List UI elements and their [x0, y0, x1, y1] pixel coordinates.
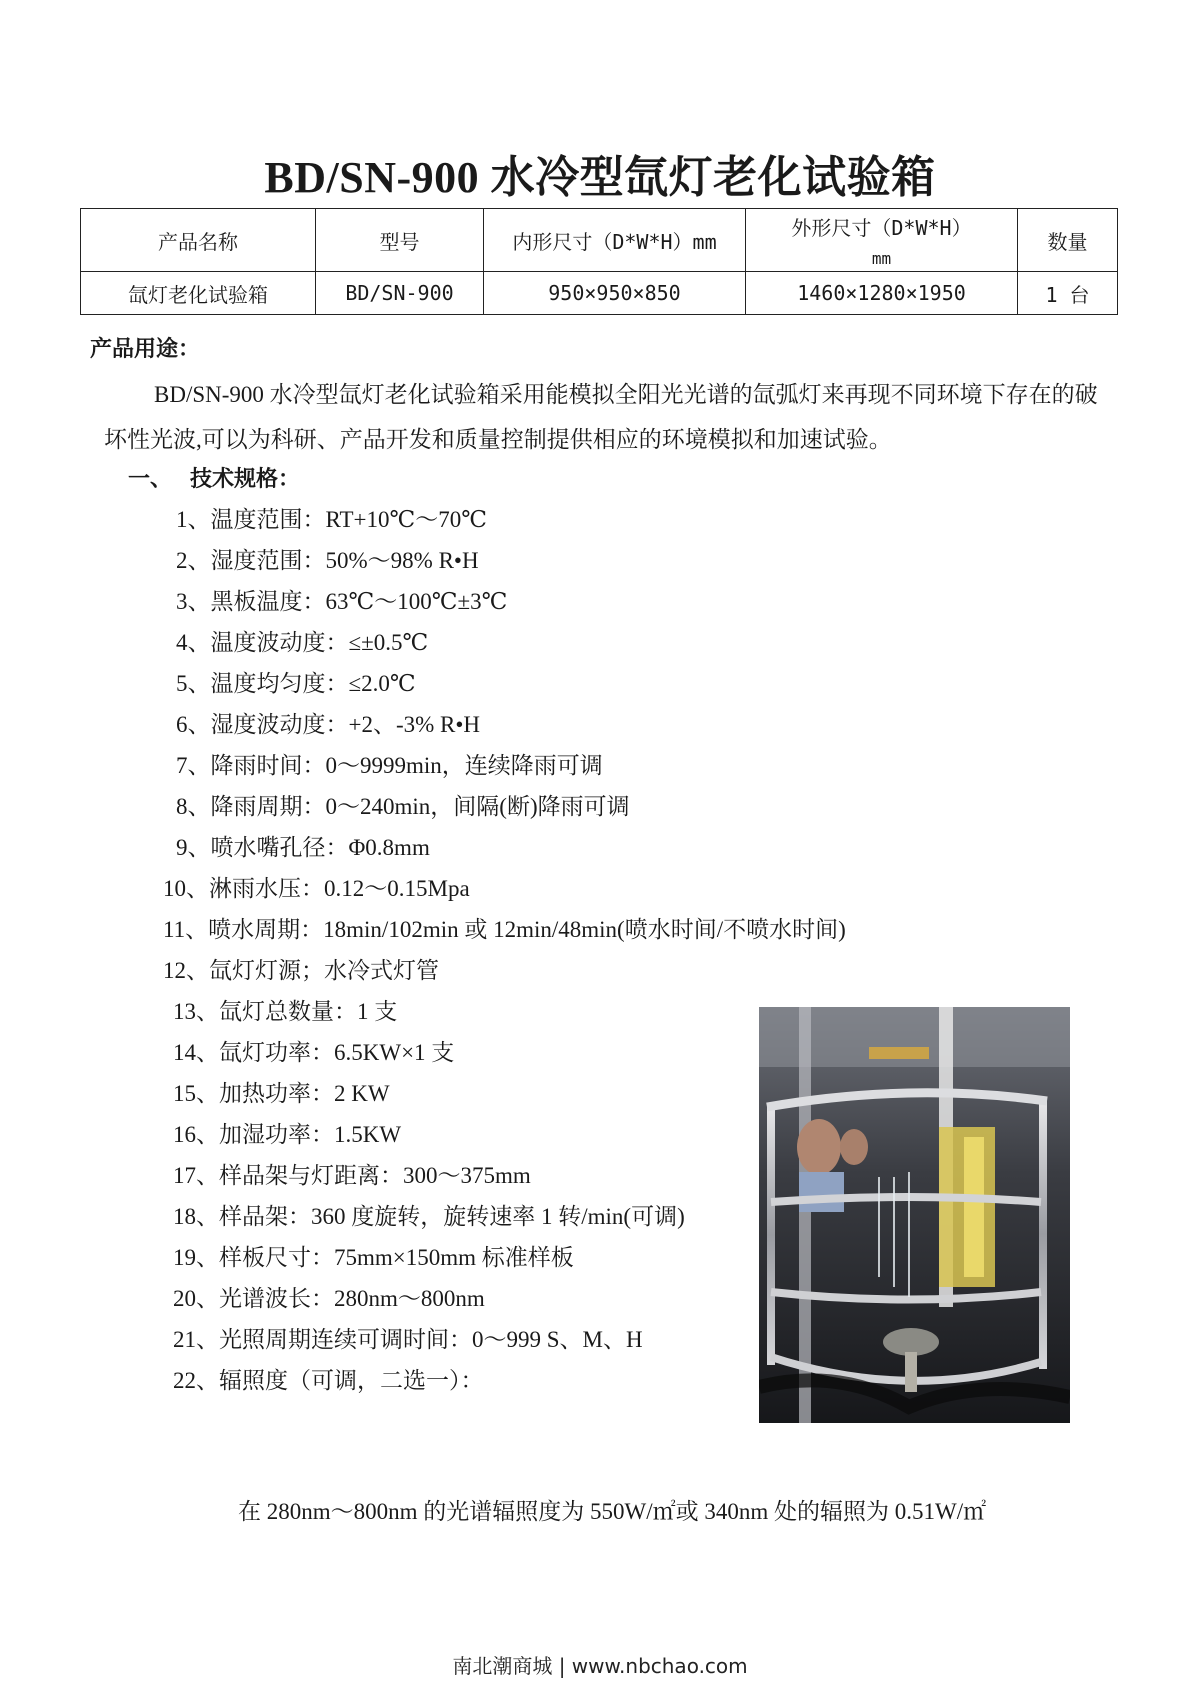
product-table — [80, 208, 1118, 315]
spec-item: 22、辐照度（可调，二选一）： — [173, 1368, 484, 1393]
cell-model: BD/SN-900 — [316, 272, 484, 315]
spec-item: 7、降雨时间：0～9999min，连续降雨可调 — [176, 753, 603, 778]
spec-item: 16、加湿功率：1.5KW — [173, 1122, 402, 1147]
spec-item: 2、湿度范围：50%～98% R•H — [176, 548, 479, 573]
usage-paragraph: BD/SN-900 水冷型氙灯老化试验箱采用能模拟全阳光光谱的氙弧灯来再现不同环境下存在的破坏性光波,可以为科研、产品开发和质量控制提供相应的环境模拟和加速试验。 — [104, 382, 1098, 452]
cell-quantity: 1 台 — [1018, 272, 1118, 315]
spec-item: 21、光照周期连续可调时间：0～999 S、M、H — [173, 1327, 643, 1352]
spec-item: 18、样品架：360 度旋转，旋转速率 1 转/min(可调) — [173, 1204, 685, 1229]
table-row — [81, 272, 1118, 315]
header-model: 型号 — [316, 209, 484, 272]
irradiance-detail: 在 280nm～800nm 的光谱辐照度为 550W/㎡或 340nm 处的辐照为 0.51W/㎡ — [238, 1499, 987, 1524]
cell-product-name: 氙灯老化试验箱 — [81, 272, 316, 315]
spec-heading — [128, 462, 300, 493]
spec-item: 12、氙灯灯源；水冷式灯管 — [163, 958, 439, 983]
usage-heading: 产品用途： — [90, 337, 201, 362]
header-product-name: 产品名称 — [81, 209, 316, 272]
spec-item: 14、氙灯功率：6.5KW×1 支 — [173, 1040, 455, 1065]
product-photo — [759, 1007, 1070, 1423]
header-quantity: 数量 — [1018, 209, 1118, 272]
header-inner-size: 内形尺寸（D*W*H）mm — [484, 209, 746, 272]
sample-rack-photo-icon — [759, 1007, 1070, 1423]
spec-item: 3、黑板温度：63℃～100℃±3℃ — [176, 589, 508, 614]
spec-item: 19、样板尺寸：75mm×150mm 标准样板 — [173, 1245, 574, 1270]
spec-item: 20、光谱波长：280nm～800nm — [173, 1286, 485, 1311]
spec-item: 9、喷水嘴孔径：Φ0.8mm — [176, 835, 430, 860]
page-title: BD/SN-900 水冷型氙灯老化试验箱 — [264, 153, 936, 202]
spec-item: 1、温度范围：RT+10℃～70℃ — [176, 507, 487, 532]
spec-item: 8、降雨周期：0～240min，间隔(断)降雨可调 — [176, 794, 630, 819]
header-outer-size — [746, 209, 1018, 272]
spec-item: 13、氙灯总数量：1 支 — [173, 999, 398, 1024]
spec-item: 15、加热功率：2 KW — [173, 1081, 390, 1106]
spec-item: 11、喷水周期：18min/102min 或 12min/48min(喷水时间/不喷水时间) — [163, 917, 846, 942]
spec-item: 5、温度均匀度：≤2.0℃ — [176, 671, 416, 696]
spec-item: 17、样品架与灯距离：300～375mm — [173, 1163, 531, 1188]
table-header-row — [81, 209, 1118, 272]
spec-heading-text: 技术规格： — [190, 467, 301, 492]
cell-inner-size: 950×950×850 — [484, 272, 746, 315]
cell-outer-size: 1460×1280×1950 — [746, 272, 1018, 315]
spec-section-number: 一、 — [128, 467, 173, 492]
spec-item: 10、淋雨水压：0.12～0.15Mpa — [163, 876, 470, 901]
footer-watermark: 南北潮商城 | www.nbchao.com — [452, 1654, 748, 1678]
spec-item: 4、温度波动度：≤±0.5℃ — [176, 630, 429, 655]
spec-item: 6、湿度波动度：+2、-3% R•H — [176, 712, 481, 737]
header-outer-size-label: 外形尺寸（D*W*H） — [791, 216, 972, 240]
header-outer-size-unit: mm — [871, 249, 892, 268]
